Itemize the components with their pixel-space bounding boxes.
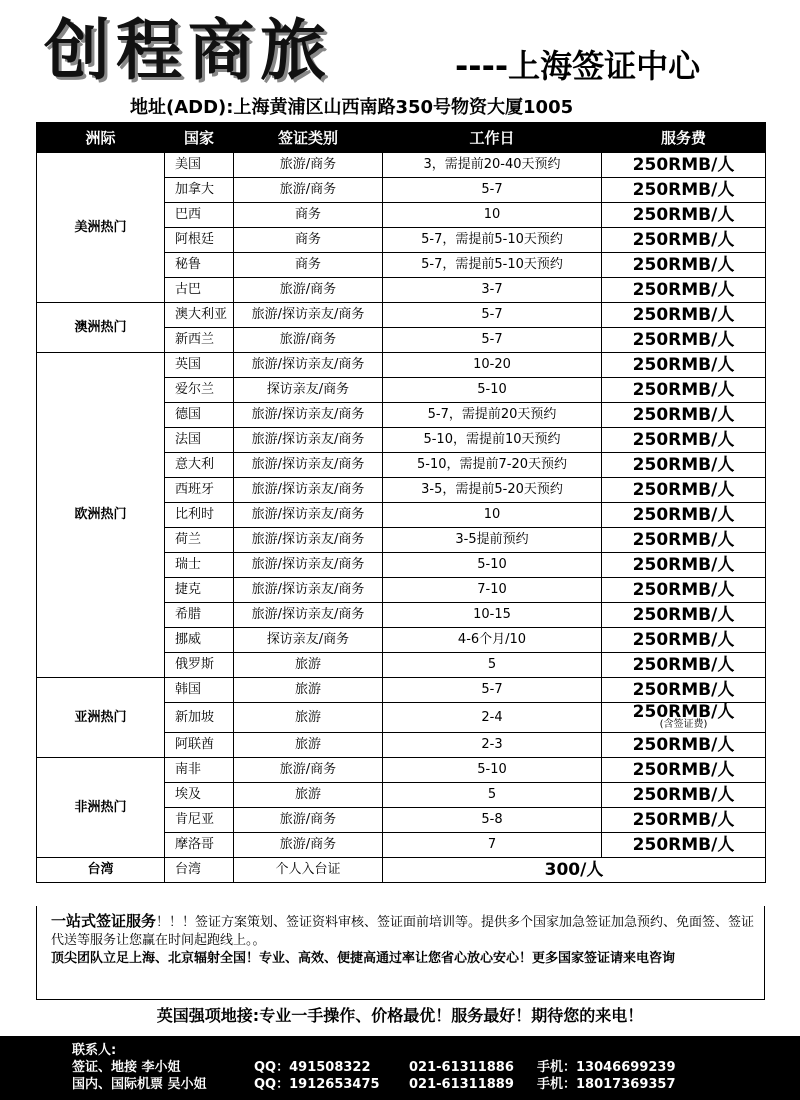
visa-type-cell: [234, 703, 383, 733]
region-cell: 欧洲热门: [37, 353, 165, 678]
country-cell-text: 比利时: [175, 507, 215, 522]
country-cell-text: 爱尔兰: [175, 382, 215, 397]
fee-cell-text: 250RMB/人: [632, 655, 735, 675]
country-cell: [165, 628, 234, 653]
country-cell-text: 法国: [175, 432, 202, 447]
visa-type-cell-text: 旅游/探访亲友/商务: [251, 532, 365, 547]
country-cell: [165, 453, 234, 478]
visa-type-cell-text: 旅游/探访亲友/商务: [251, 557, 365, 572]
fee-cell: [602, 553, 766, 578]
visa-type-cell: [234, 808, 383, 833]
working-days-cell-text: 5-8: [481, 812, 503, 827]
visa-type-cell-text: 旅游/探访亲友/商务: [251, 357, 365, 372]
working-days-cell: [383, 353, 602, 378]
contact-row: [72, 1076, 800, 1093]
visa-type-cell: [234, 403, 383, 428]
visa-type-cell: [234, 453, 383, 478]
fee-cell: [602, 833, 766, 858]
fee-cell-text: 250RMB/人: [632, 580, 735, 600]
fee-cell-text: 250RMB/人: [632, 380, 735, 400]
working-days-cell-text: 3-5，需提前5-20天预约: [421, 482, 563, 497]
region-cell: 非洲热门: [37, 758, 165, 858]
visa-type-cell: [234, 783, 383, 808]
visa-type-cell-text: 探访亲友/商务: [266, 382, 350, 397]
fee-cell-text: 250RMB/人: [632, 405, 735, 425]
visa-type-cell-text: 旅游/探访亲友/商务: [251, 507, 365, 522]
working-days-cell: [383, 628, 602, 653]
country-cell: [165, 528, 234, 553]
working-days-cell: [383, 478, 602, 503]
contact-footer: [0, 1036, 800, 1100]
fee-cell: [602, 353, 766, 378]
country-cell: [165, 328, 234, 353]
col-header-visa-type: 签证类别: [234, 123, 383, 153]
country-cell: [165, 653, 234, 678]
working-days-cell-text: 2-3: [481, 737, 503, 752]
working-days-cell-text: 5-10，需提前10天预约: [423, 432, 561, 447]
table-row: [37, 858, 766, 883]
working-days-cell-text: 3-5提前预约: [455, 532, 529, 547]
visa-type-cell-text: 旅游: [294, 657, 321, 672]
visa-type-cell: [234, 378, 383, 403]
visa-type-cell-text: 商务: [294, 207, 321, 222]
country-cell-text: 韩国: [175, 682, 202, 697]
working-days-cell-text: 4-6个月/10: [457, 632, 527, 647]
uk-promo-line: 英国强项地接:专业一手操作、价格最优！服务最好！期待您的来电！: [156, 1006, 644, 1025]
fee-cell-text: 250RMB/人: [632, 255, 735, 275]
visa-price-table: [36, 122, 766, 883]
fee-cell: [602, 178, 766, 203]
fee-cell: [602, 578, 766, 603]
working-days-cell: [383, 153, 602, 178]
region-cell: 澳洲热门: [37, 303, 165, 353]
country-cell: [165, 678, 234, 703]
table-row: [37, 353, 766, 378]
fee-cell: [602, 453, 766, 478]
country-cell-text: 俄罗斯: [175, 657, 215, 672]
fee-cell: [602, 303, 766, 328]
country-cell: [165, 553, 234, 578]
fee-cell: [602, 253, 766, 278]
contact-row: [72, 1059, 800, 1076]
working-days-cell: [383, 603, 602, 628]
country-cell: [165, 603, 234, 628]
working-days-cell-text: 5: [487, 657, 497, 672]
visa-type-cell: [234, 528, 383, 553]
country-cell: 台湾: [165, 858, 234, 883]
working-days-cell: [383, 178, 602, 203]
country-cell: [165, 253, 234, 278]
working-days-cell: [383, 833, 602, 858]
country-cell-text: 加拿大: [175, 182, 215, 197]
country-cell: [165, 703, 234, 733]
working-days-cell: [383, 228, 602, 253]
country-cell-text: 新西兰: [175, 332, 215, 347]
country-cell: [165, 833, 234, 858]
contact-mobile: 手机：18017369357: [537, 1077, 676, 1092]
fee-cell-text: 250RMB/人: [632, 455, 735, 475]
visa-type-cell-text: 旅游/商务: [279, 332, 337, 347]
country-cell: [165, 808, 234, 833]
working-days-cell-text: 10-15: [473, 607, 511, 622]
contact-qq: QQ：491508322: [254, 1060, 371, 1075]
fee-cell: [602, 808, 766, 833]
country-cell-text: 澳大利亚: [175, 307, 228, 322]
working-days-cell-text: 5-7: [481, 307, 503, 322]
working-days-cell: [383, 703, 602, 733]
working-days-cell: [383, 203, 602, 228]
table-header-row: [37, 123, 766, 153]
visa-type-cell-text: 旅游/探访亲友/商务: [251, 482, 365, 497]
country-cell-text: 阿根廷: [175, 232, 215, 247]
working-days-cell: [383, 808, 602, 833]
working-days-cell-text: 5-7，需提前5-10天预约: [421, 232, 563, 247]
visa-type-cell-text: 旅游/探访亲友/商务: [251, 432, 365, 447]
visa-type-cell: [234, 253, 383, 278]
country-cell: [165, 203, 234, 228]
contact-phone: 021-61311886: [409, 1060, 514, 1075]
service-paragraph: [51, 912, 756, 950]
working-days-cell: [383, 278, 602, 303]
visa-type-cell-text: 旅游/商务: [279, 157, 337, 172]
visa-type-cell-text: 旅游: [294, 787, 321, 802]
working-days-cell: [383, 553, 602, 578]
working-days-cell-text: 5-7: [481, 182, 503, 197]
country-cell-text: 巴西: [175, 207, 202, 222]
working-days-cell: [383, 303, 602, 328]
fee-cell: [602, 783, 766, 808]
country-cell-text: 意大利: [175, 457, 215, 472]
working-days-cell: [383, 428, 602, 453]
fee-cell-text: 250RMB/人: [632, 230, 735, 250]
fee-cell: [602, 758, 766, 783]
country-cell-text: 德国: [175, 407, 202, 422]
region-cell: 美洲热门: [37, 153, 165, 303]
service-text: ！！！签证方案策划、签证资料审核、签证面前培训等。提供多个国家加急签证加急预约、免面签、签证代送等服务让您赢在时间起跑线上。。: [51, 915, 755, 948]
working-days-cell: [383, 328, 602, 353]
working-days-cell: [383, 378, 602, 403]
visa-type-cell: 个人入台证: [234, 858, 383, 883]
fee-cell: [602, 628, 766, 653]
working-days-cell-text: 5-7: [481, 332, 503, 347]
visa-type-cell: [234, 153, 383, 178]
visa-type-cell-text: 商务: [294, 257, 321, 272]
visa-type-cell-text: 旅游/商务: [279, 282, 337, 297]
country-cell-text: 西班牙: [175, 482, 215, 497]
table-row: [37, 758, 766, 783]
working-days-cell: [383, 783, 602, 808]
fee-cell: [602, 703, 766, 733]
country-cell: [165, 303, 234, 328]
visa-type-cell-text: 探访亲友/商务: [266, 632, 350, 647]
working-days-cell: [383, 503, 602, 528]
fee-cell: [602, 603, 766, 628]
fee-cell-text: 250RMB/人: [632, 280, 735, 300]
working-days-cell-text: 5-7: [481, 682, 503, 697]
working-days-cell-text: 10: [483, 207, 501, 222]
service-lead: 一站式签证服务: [51, 912, 157, 930]
fee-cell: 300/人: [383, 858, 766, 883]
country-cell: [165, 428, 234, 453]
working-days-cell: [383, 253, 602, 278]
working-days-cell-text: 5-10: [477, 382, 507, 397]
address-line: 地址(ADD):上海黄浦区山西南路350号物资大厦1005: [130, 97, 574, 118]
working-days-cell-text: 5-7，需提前5-10天预约: [421, 257, 563, 272]
visa-type-cell-text: 旅游/探访亲友/商务: [251, 457, 365, 472]
visa-type-cell: [234, 278, 383, 303]
fee-cell-text: 250RMB/人: [632, 330, 735, 350]
working-days-cell: [383, 678, 602, 703]
country-cell-text: 南非: [175, 762, 202, 777]
country-cell-text: 新加坡: [175, 709, 215, 725]
fee-cell: [602, 528, 766, 553]
visa-type-cell: [234, 178, 383, 203]
contact-role: 国内、国际机票 吴小姐: [72, 1077, 207, 1092]
subtitle: ----上海签证中心: [455, 47, 701, 85]
working-days-cell: [383, 733, 602, 758]
fee-cell-text: 250RMB/人: [632, 305, 735, 325]
visa-type-cell: [234, 653, 383, 678]
fee-cell: [602, 278, 766, 303]
visa-type-cell-text: 旅游/探访亲友/商务: [251, 607, 365, 622]
fee-cell: [602, 503, 766, 528]
service-description: [36, 906, 765, 1000]
col-header-country: 国家: [165, 123, 234, 153]
fee-cell: [602, 228, 766, 253]
fee-cell-text: 250RMB/人: [632, 605, 735, 625]
working-days-cell: [383, 528, 602, 553]
contact-label: 联系人:: [72, 1043, 117, 1058]
visa-type-cell: [234, 478, 383, 503]
service-team-text: 顶尖团队立足上海、北京辐射全国！专业、高效、便捷高通过率让您省心放心安心！更多国家签证请来电咨询: [51, 951, 676, 966]
visa-type-cell-text: 旅游/探访亲友/商务: [251, 307, 365, 322]
country-cell-text: 荷兰: [175, 532, 202, 547]
country-cell-text: 肯尼亚: [175, 812, 215, 827]
country-cell-text: 古巴: [175, 282, 202, 297]
working-days-cell-text: 3，需提前20-40天预约: [423, 157, 561, 172]
fee-cell-text: 250RMB/人: [632, 760, 735, 780]
country-cell: [165, 153, 234, 178]
country-cell: [165, 278, 234, 303]
working-days-cell-text: 7: [487, 837, 497, 852]
working-days-cell: [383, 653, 602, 678]
fee-cell-text: 250RMB/人: [632, 430, 735, 450]
country-cell: [165, 403, 234, 428]
country-cell: [165, 478, 234, 503]
col-header-region: 洲际: [37, 123, 165, 153]
fee-cell-text: 250RMB/人: [632, 735, 735, 755]
visa-type-cell-text: 旅游: [294, 737, 321, 752]
country-cell-text: 阿联酋: [175, 737, 215, 752]
table-row: [37, 303, 766, 328]
fee-cell-text: 250RMB/人: [632, 702, 735, 722]
visa-type-cell: [234, 353, 383, 378]
working-days-cell-text: 7-10: [477, 582, 507, 597]
fee-cell-text: 250RMB/人: [632, 680, 735, 700]
contact-qq: QQ：1912653475: [254, 1077, 380, 1092]
visa-type-cell: [234, 833, 383, 858]
contact-mobile: 手机：13046699239: [537, 1060, 676, 1075]
table-body: [37, 153, 766, 883]
brand-title: 创程商旅: [44, 12, 332, 89]
visa-type-cell: [234, 733, 383, 758]
country-cell: [165, 228, 234, 253]
region-cell: 台湾: [37, 858, 165, 883]
visa-type-cell-text: 旅游/探访亲友/商务: [251, 407, 365, 422]
visa-type-cell-text: 旅游/商务: [279, 812, 337, 827]
fee-cell-text: 250RMB/人: [632, 630, 735, 650]
table-row: [37, 153, 766, 178]
visa-type-cell: [234, 303, 383, 328]
visa-type-cell: [234, 203, 383, 228]
fee-cell-text: 250RMB/人: [632, 355, 735, 375]
country-cell: [165, 733, 234, 758]
fee-cell: [602, 203, 766, 228]
visa-type-cell: [234, 758, 383, 783]
contact-phone: 021-61311889: [409, 1077, 514, 1092]
working-days-cell: [383, 453, 602, 478]
visa-type-cell: [234, 503, 383, 528]
country-cell-text: 英国: [175, 357, 202, 372]
visa-type-cell: [234, 428, 383, 453]
working-days-cell-text: 10-20: [473, 357, 511, 372]
fee-cell: [602, 428, 766, 453]
working-days-cell-text: 5-10: [477, 762, 507, 777]
fee-cell: [602, 328, 766, 353]
fee-cell: [602, 378, 766, 403]
country-cell: [165, 783, 234, 808]
col-header-working-days: 工作日: [383, 123, 602, 153]
country-cell: [165, 178, 234, 203]
fee-cell-text: 250RMB/人: [632, 785, 735, 805]
fee-cell-text: 250RMB/人: [632, 155, 735, 175]
working-days-cell: [383, 578, 602, 603]
fee-cell-text: 250RMB/人: [632, 480, 735, 500]
working-days-cell-text: 2-4: [481, 709, 503, 725]
visa-type-cell: [234, 553, 383, 578]
fee-note: (含签证费): [659, 719, 708, 730]
fee-cell: [602, 153, 766, 178]
fee-cell: [602, 403, 766, 428]
country-cell: [165, 758, 234, 783]
visa-type-cell-text: 旅游/商务: [279, 837, 337, 852]
visa-type-cell-text: 旅游/商务: [279, 762, 337, 777]
country-cell-text: 挪威: [175, 632, 202, 647]
fee-cell: [602, 653, 766, 678]
fee-cell-text: 250RMB/人: [632, 835, 735, 855]
visa-type-cell-text: 旅游/商务: [279, 182, 337, 197]
visa-type-cell-text: 旅游/探访亲友/商务: [251, 582, 365, 597]
working-days-cell-text: 10: [483, 507, 501, 522]
working-days-cell-text: 5-10: [477, 557, 507, 572]
country-cell-text: 埃及: [175, 787, 202, 802]
country-cell-text: 摩洛哥: [175, 837, 215, 852]
country-cell: [165, 353, 234, 378]
page-header: [0, 0, 800, 120]
visa-type-cell: [234, 678, 383, 703]
visa-type-cell: [234, 603, 383, 628]
visa-type-cell-text: 商务: [294, 232, 321, 247]
fee-cell-text: 250RMB/人: [632, 180, 735, 200]
fee-cell: [602, 478, 766, 503]
working-days-cell: [383, 758, 602, 783]
region-cell: 亚洲热门: [37, 678, 165, 758]
fee-cell-text: 250RMB/人: [632, 530, 735, 550]
visa-type-cell-text: 旅游: [294, 682, 321, 697]
working-days-cell-text: 5: [487, 787, 497, 802]
visa-type-cell: [234, 228, 383, 253]
fee-cell-text: 250RMB/人: [632, 810, 735, 830]
visa-type-cell: [234, 328, 383, 353]
visa-type-cell-text: 旅游: [294, 709, 321, 725]
country-cell-text: 秘鲁: [175, 257, 202, 272]
country-cell-text: 希腊: [175, 607, 202, 622]
fee-cell-text: 250RMB/人: [632, 205, 735, 225]
table-row: [37, 678, 766, 703]
country-cell: [165, 378, 234, 403]
country-cell-text: 捷克: [175, 582, 202, 597]
fee-cell: [602, 733, 766, 758]
working-days-cell-text: 5-7，需提前20天预约: [427, 407, 557, 422]
visa-type-cell: [234, 628, 383, 653]
fee-cell: [602, 678, 766, 703]
col-header-fee: 服务费: [602, 123, 766, 153]
country-cell-text: 美国: [175, 157, 202, 172]
visa-type-cell: [234, 578, 383, 603]
working-days-cell-text: 5-10，需提前7-20天预约: [416, 457, 567, 472]
contact-role: 签证、地接 李小姐: [72, 1060, 181, 1075]
country-cell: [165, 503, 234, 528]
working-days-cell: [383, 403, 602, 428]
fee-cell-text: 250RMB/人: [632, 555, 735, 575]
working-days-cell-text: 3-7: [481, 282, 503, 297]
country-cell-text: 瑞士: [175, 557, 202, 572]
fee-cell-text: 250RMB/人: [632, 505, 735, 525]
country-cell: [165, 578, 234, 603]
